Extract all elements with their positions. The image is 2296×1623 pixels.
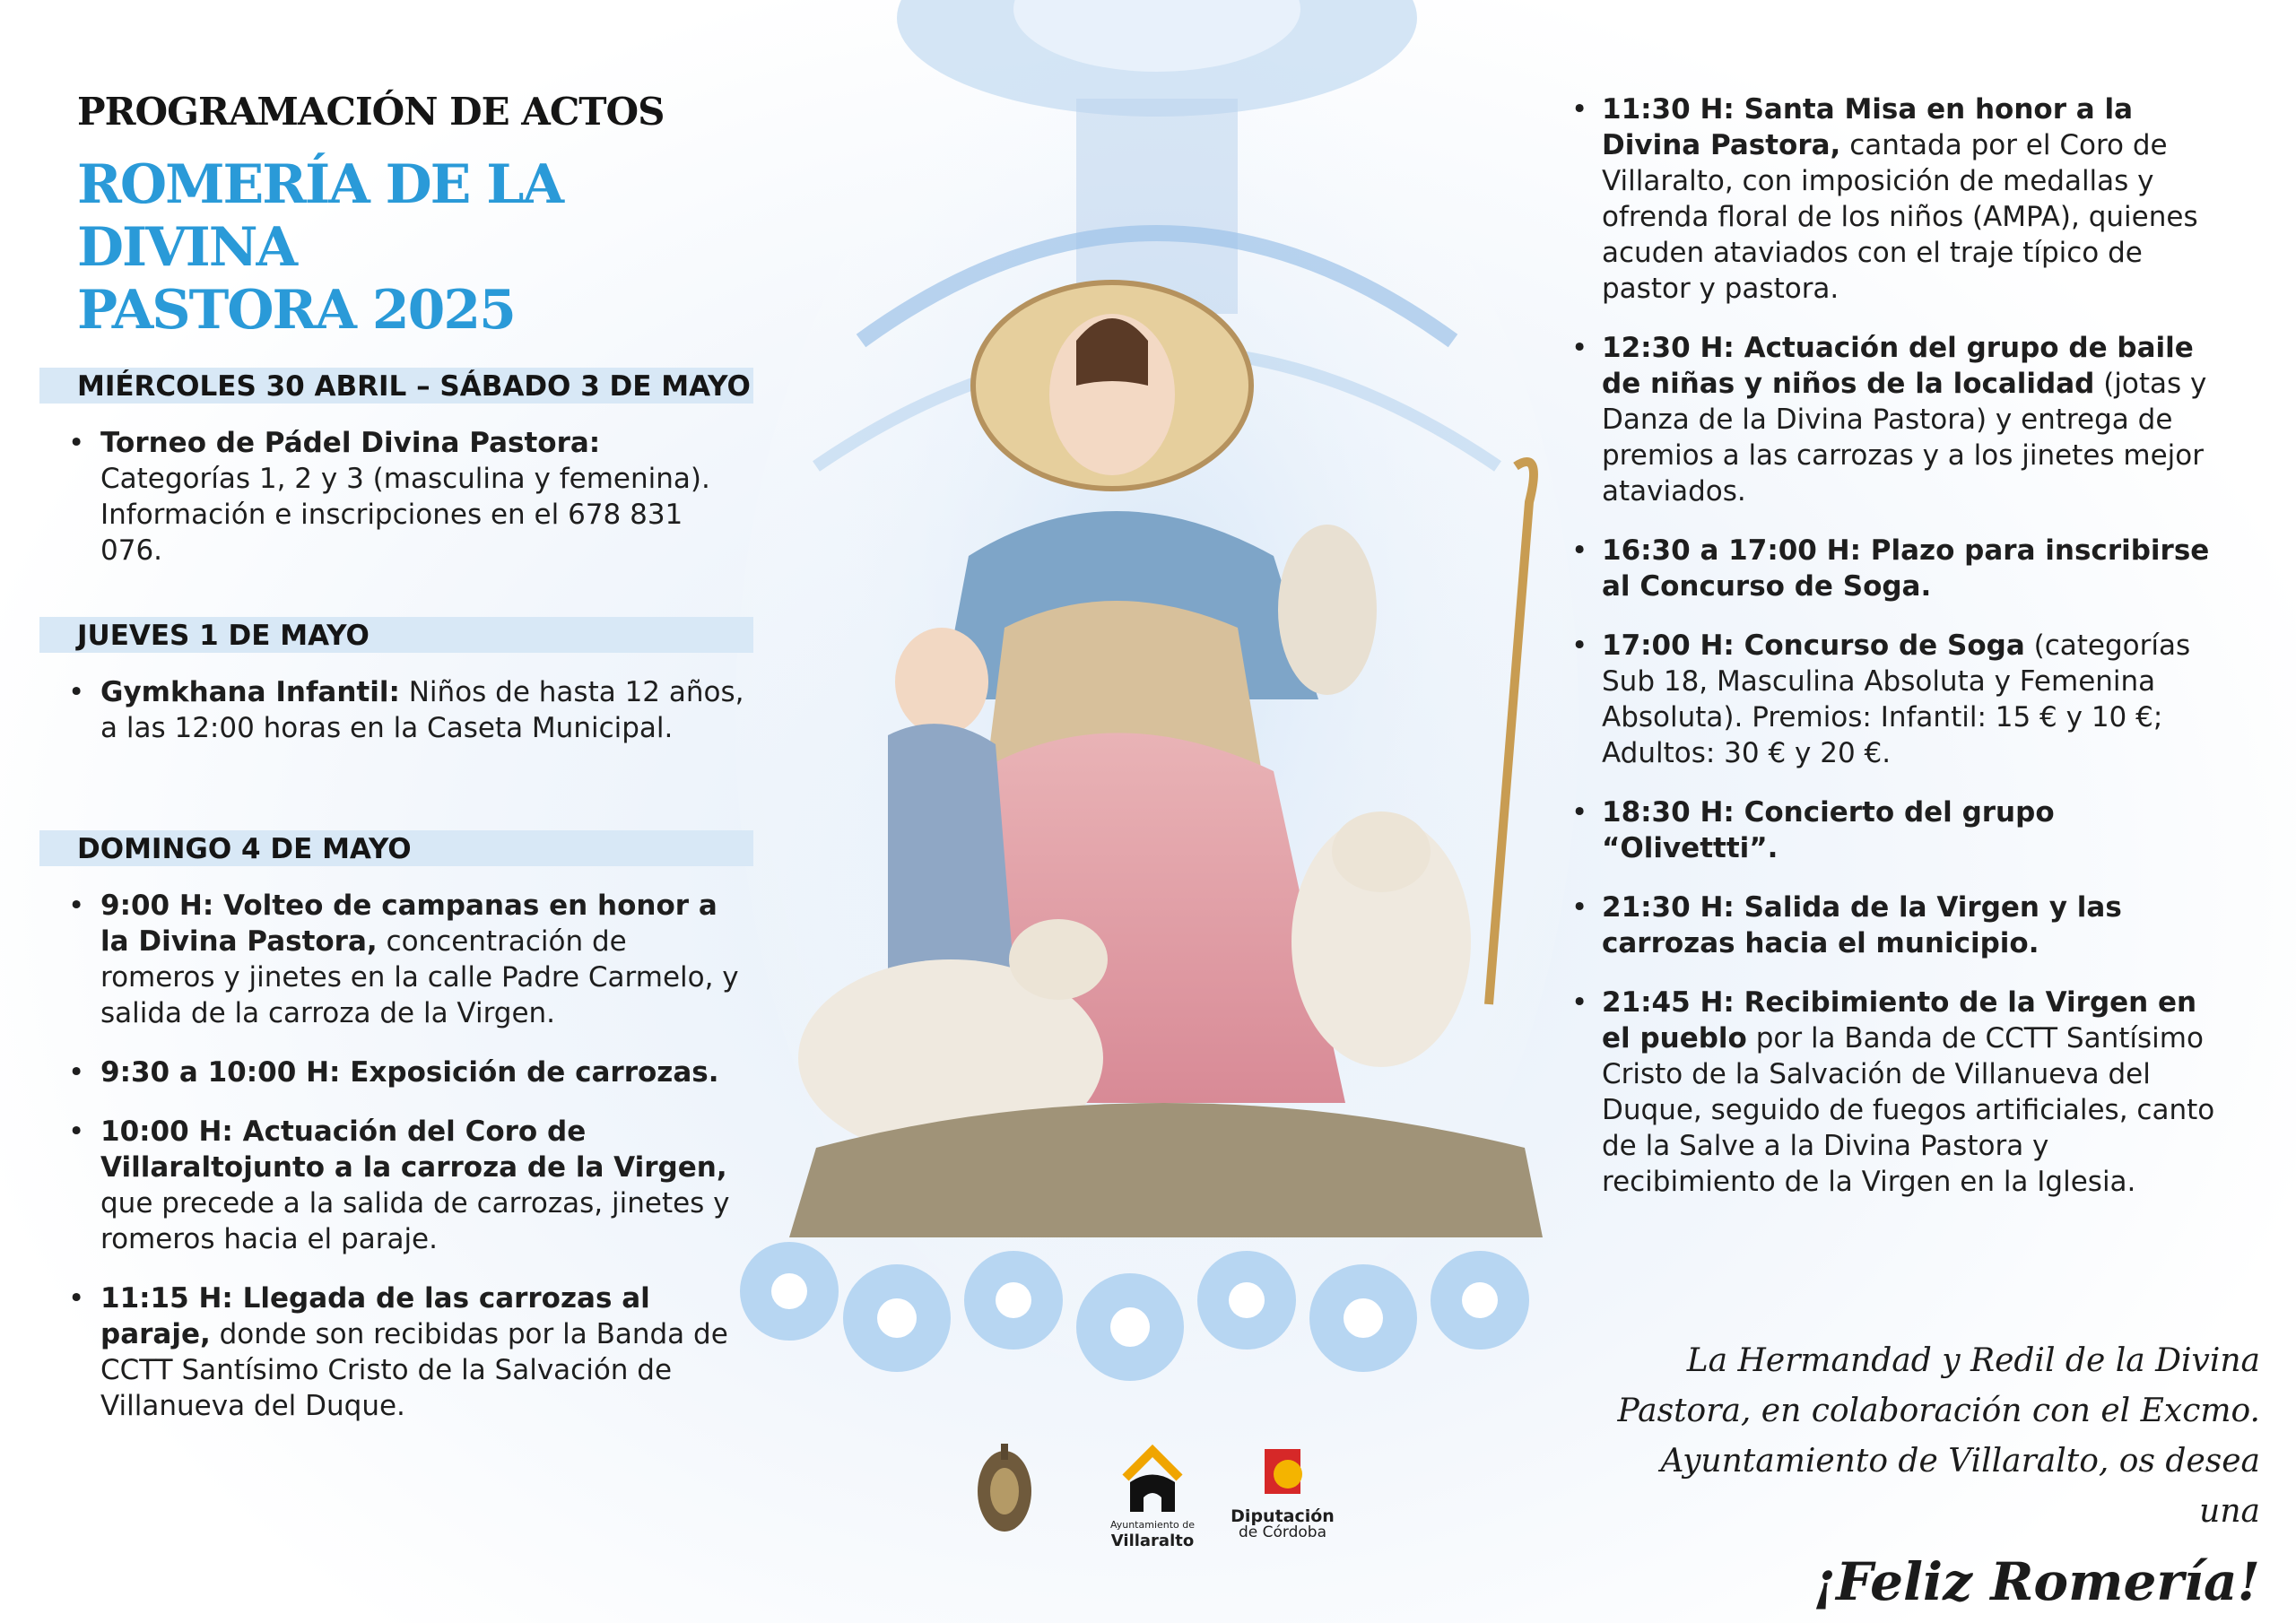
divina-pastora-statue-image (735, 0, 1578, 1623)
list-item: • 9:00 H: Volteo de campanas en honor a la Divina Pastora, concentración de romeros y jinetes en la calle Padre Carmelo, y salida de la carroza de la Virgen. (68, 890, 739, 1029)
list-item: • 12:30 H: Actuación del grupo de baile de niñas y niños de la localidad (jotas y Danza de la Divina Pastora) y entrega de premios a las carrozas y a los jinetes mejor ataviados. (1571, 332, 2207, 508)
diputacion-name: Diputación (1231, 1506, 1335, 1526)
program-title-line2: PASTORA 2025 (77, 279, 515, 342)
ayuntamiento-small-text: Ayuntamiento de (1109, 1519, 1196, 1531)
hermandad-crest-logo (969, 1442, 1040, 1549)
list-item: • 16:30 a 17:00 H: Plazo para inscribirse al Concurso de Soga. (1571, 534, 2210, 603)
ayuntamiento-name: Villaralto (1110, 1532, 1195, 1550)
sponsor-logos (969, 1442, 1345, 1549)
closing-line1: La Hermandad y Redil de la Divina (1686, 1342, 2260, 1379)
closing-line2: Pastora, en colaboración con el Excmo. (1617, 1393, 2260, 1429)
list-item: • 21:45 H: Recibimiento de la Virgen en el pueblo por la Banda de CCTT Santísimo Cristo de la Salvación de Villanueva del Duque, seguido de fuegos artificiales, canto de la Salve a la Divina Pastora y recibimiento de la Virgen en la Iglesia. (1571, 986, 2215, 1198)
section-jueves (39, 617, 753, 769)
diputacion-subname: de Córdoba (1238, 1523, 1326, 1541)
ayuntamiento-logo (1103, 1442, 1202, 1549)
program-title-line1: ROMERÍA DE LA DIVINA (77, 153, 563, 279)
list-item: • 17:00 H: Concurso de Soga (categorías Sub 18, Masculina Absoluta y Femenina Absoluta). Premios: Infantil: 15 € y 10 €; Adultos: 30 € y 20 €. (1571, 629, 2191, 769)
closing-greeting: ¡Feliz Romería! (1813, 1551, 2260, 1612)
list-item: • 11:15 H: Llegada de las carrozas al paraje, donde son recibidas por la Banda de CCTT Santísimo Cristo de la Salvación de Villanueva del Duque. (68, 1282, 728, 1422)
list-item: • 11:30 H: Santa Misa en honor a la Divina Pastora, cantada por el Coro de Villaralto, con imposición de medallas y ofrenda floral de los niños (AMPA), quienes acuden ataviados con el traje típico de pastor y pastora. (1571, 93, 2198, 305)
section-miercoles-sabado (39, 368, 753, 592)
closing-line3: Ayuntamiento de Villaralto, os desea una (1660, 1443, 2260, 1530)
right-schedule (1571, 91, 2235, 1223)
list-item: • Torneo de Pádel Divina Pastora: Categorías 1, 2 y 3 (masculina y femenina). Información e inscripciones en el 678 831 076. (68, 427, 710, 567)
list-item: • 10:00 H: Actuación del Coro de Villaraltojunto a la carroza de la Virgen, que precede a la salida de carrozas, jinetes y romeros hacia el paraje. (68, 1115, 730, 1255)
list-item: • Gymkhana Infantil: Niños de hasta 12 años, a las 12:00 horas en la Caseta Municipal. (68, 676, 744, 744)
closing-message (1614, 1336, 2260, 1618)
section-heading: DOMINGO 4 DE MAYO (39, 830, 753, 866)
list-item: • 18:30 H: Concierto del grupo “Olivettti”. (1571, 796, 2055, 864)
diputacion-emblem-icon (1229, 1442, 1336, 1505)
header-block (77, 90, 759, 342)
list-item: • 9:30 a 10:00 H: Exposición de carrozas. (68, 1056, 719, 1089)
list-item: • 21:30 H: Salida de la Virgen y las carrozas hacia el municipio. (1571, 891, 2122, 959)
section-domingo (39, 830, 753, 1447)
diputacion-logo (1229, 1442, 1336, 1541)
program-subtitle: PROGRAMACIÓN DE ACTOS (77, 90, 665, 134)
section-heading: JUEVES 1 DE MAYO (39, 617, 753, 653)
section-heading: MIÉRCOLES 30 ABRIL – SÁBADO 3 DE MAYO (39, 368, 753, 404)
ayuntamiento-emblem-icon (1103, 1442, 1202, 1514)
